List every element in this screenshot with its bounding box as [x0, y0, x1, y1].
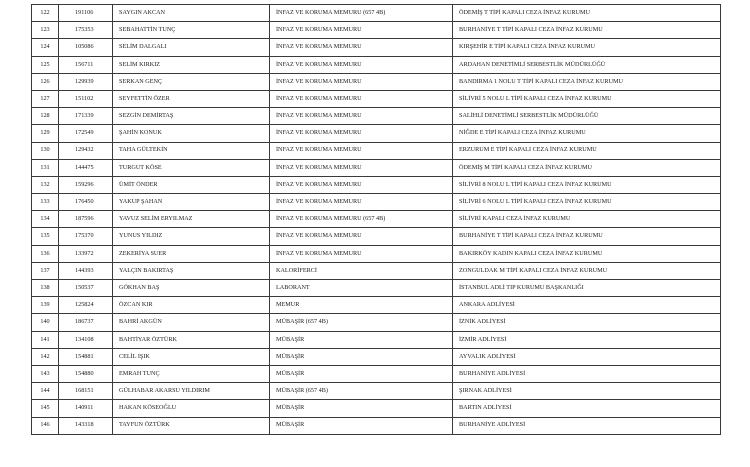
table-row [32, 125, 721, 142]
cell-assigned-unit: AYVALIK ADLİYESİ [453, 348, 721, 365]
cell-registry-number: 175353 [59, 22, 113, 39]
cell-job-title: İNFAZ VE KORUMA MEMURU (657 4B) [270, 5, 453, 22]
cell-job-title: MÜBAŞİR [270, 348, 453, 365]
cell-registry-number: 159296 [59, 176, 113, 193]
cell-job-title: İNFAZ VE KORUMA MEMURU [270, 22, 453, 39]
cell-assigned-unit: SİLİVRİ 5 NOLU L TİPİ KAPALI CEZA İNFAZ KURUMU [453, 90, 721, 107]
cell-row-number: 144 [32, 383, 59, 400]
cell-row-number: 132 [32, 176, 59, 193]
table-row [32, 331, 721, 348]
cell-job-title: İNFAZ VE KORUMA MEMURU [270, 108, 453, 125]
cell-row-number: 137 [32, 262, 59, 279]
cell-full-name: YAKUP ŞAHAN [113, 194, 270, 211]
table-row [32, 142, 721, 159]
cell-assigned-unit: BARTIN ADLİYESİ [453, 400, 721, 417]
cell-assigned-unit: BANDIRMA 1 NOLU T TİPİ KAPALI CEZA İNFAZ KURUMU [453, 73, 721, 90]
cell-full-name: EMRAH TUNÇ [113, 365, 270, 382]
cell-row-number: 123 [32, 22, 59, 39]
cell-job-title: MÜBAŞİR [270, 331, 453, 348]
cell-full-name: YUNUS YILDIZ [113, 228, 270, 245]
cell-job-title: MEMUR [270, 297, 453, 314]
cell-registry-number: 175370 [59, 228, 113, 245]
cell-job-title: İNFAZ VE KORUMA MEMURU [270, 159, 453, 176]
cell-row-number: 138 [32, 280, 59, 297]
cell-row-number: 143 [32, 365, 59, 382]
cell-row-number: 124 [32, 39, 59, 56]
table-row [32, 400, 721, 417]
cell-job-title: MÜBAŞİR [270, 417, 453, 434]
cell-row-number: 127 [32, 90, 59, 107]
cell-job-title: İNFAZ VE KORUMA MEMURU (657 4B) [270, 211, 453, 228]
cell-full-name: SEYFETTİN ÖZER [113, 90, 270, 107]
table-row [32, 194, 721, 211]
cell-registry-number: 144393 [59, 262, 113, 279]
cell-assigned-unit: İSTANBUL ADLİ TIP KURUMU BAŞKANLIĞI [453, 280, 721, 297]
cell-row-number: 130 [32, 142, 59, 159]
cell-full-name: SELİM DALGALI [113, 39, 270, 56]
cell-registry-number: 125824 [59, 297, 113, 314]
cell-job-title: İNFAZ VE KORUMA MEMURU [270, 73, 453, 90]
cell-registry-number: 154881 [59, 348, 113, 365]
cell-registry-number: 129939 [59, 73, 113, 90]
cell-job-title: İNFAZ VE KORUMA MEMURU [270, 245, 453, 262]
cell-full-name: SERKAN GENÇ [113, 73, 270, 90]
cell-job-title: İNFAZ VE KORUMA MEMURU [270, 194, 453, 211]
cell-registry-number: 154880 [59, 365, 113, 382]
cell-row-number: 141 [32, 331, 59, 348]
cell-row-number: 136 [32, 245, 59, 262]
cell-job-title: İNFAZ VE KORUMA MEMURU [270, 56, 453, 73]
cell-registry-number: 176450 [59, 194, 113, 211]
cell-registry-number: 191106 [59, 5, 113, 22]
cell-registry-number: 171339 [59, 108, 113, 125]
cell-full-name: HAKAN KÖSEOĞLU [113, 400, 270, 417]
table-row [32, 176, 721, 193]
cell-job-title: İNFAZ VE KORUMA MEMURU [270, 90, 453, 107]
cell-assigned-unit: SALİHLİ DENETİMLİ SERBESTLİK MÜDÜRLÜĞÜ [453, 108, 721, 125]
cell-assigned-unit: ERZURUM E TİPİ KAPALI CEZA İNFAZ KURUMU [453, 142, 721, 159]
cell-job-title: MÜBAŞİR [270, 400, 453, 417]
cell-row-number: 134 [32, 211, 59, 228]
cell-full-name: SEBAHATTİN TUNÇ [113, 22, 270, 39]
cell-job-title: KALORİFERCİ [270, 262, 453, 279]
table-row [32, 5, 721, 22]
cell-registry-number: 168151 [59, 383, 113, 400]
cell-full-name: YAVUZ SELİM ERYILMAZ [113, 211, 270, 228]
cell-registry-number: 105086 [59, 39, 113, 56]
table-row [32, 297, 721, 314]
cell-full-name: SEZGİN DEMİRTAŞ [113, 108, 270, 125]
cell-full-name: GÖKHAN BAŞ [113, 280, 270, 297]
cell-job-title: MÜBAŞİR (657 4B) [270, 314, 453, 331]
cell-row-number: 145 [32, 400, 59, 417]
cell-registry-number: 187596 [59, 211, 113, 228]
table-row [32, 108, 721, 125]
table-row [32, 228, 721, 245]
cell-job-title: İNFAZ VE KORUMA MEMURU [270, 39, 453, 56]
cell-registry-number: 143318 [59, 417, 113, 434]
cell-row-number: 125 [32, 56, 59, 73]
table-body [32, 5, 721, 435]
table-row [32, 56, 721, 73]
cell-full-name: BAHTİYAR ÖZTÜRK [113, 331, 270, 348]
cell-job-title: LABORANT [270, 280, 453, 297]
cell-assigned-unit: ŞIRNAK ADLİYESİ [453, 383, 721, 400]
cell-assigned-unit: SİLİVRİ 6 NOLU L TİPİ KAPALI CEZA İNFAZ KURUMU [453, 194, 721, 211]
personnel-table [31, 4, 721, 435]
cell-row-number: 133 [32, 194, 59, 211]
table-row [32, 262, 721, 279]
table-row [32, 245, 721, 262]
table-row [32, 211, 721, 228]
cell-full-name: BAHRİ AKGÜN [113, 314, 270, 331]
cell-registry-number: 134108 [59, 331, 113, 348]
cell-full-name: SAYGIN AKCAN [113, 5, 270, 22]
cell-registry-number: 129432 [59, 142, 113, 159]
cell-job-title: İNFAZ VE KORUMA MEMURU [270, 142, 453, 159]
cell-job-title: MÜBAŞİR (657 4B) [270, 383, 453, 400]
cell-assigned-unit: NİĞDE E TİPİ KAPALI CEZA İNFAZ KURUMU [453, 125, 721, 142]
cell-assigned-unit: BURHANİYE ADLİYESİ [453, 365, 721, 382]
cell-assigned-unit: ZONGULDAK M TİPİ KAPALI CEZA İNFAZ KURUMU [453, 262, 721, 279]
cell-registry-number: 144475 [59, 159, 113, 176]
table-row [32, 417, 721, 434]
cell-registry-number: 172549 [59, 125, 113, 142]
cell-assigned-unit: ÖDEMİŞ M TİPİ KAPALI CEZA İNFAZ KURUMU [453, 159, 721, 176]
cell-full-name: ÜMİT ÖNDER [113, 176, 270, 193]
cell-full-name: YALÇIN BAKIRTAŞ [113, 262, 270, 279]
cell-row-number: 139 [32, 297, 59, 314]
cell-assigned-unit: İZMİR ADLİYESİ [453, 331, 721, 348]
cell-registry-number: 133972 [59, 245, 113, 262]
cell-row-number: 131 [32, 159, 59, 176]
cell-job-title: İNFAZ VE KORUMA MEMURU [270, 125, 453, 142]
cell-row-number: 122 [32, 5, 59, 22]
cell-assigned-unit: BURHANİYE ADLİYESİ [453, 417, 721, 434]
cell-row-number: 128 [32, 108, 59, 125]
table-row [32, 90, 721, 107]
cell-assigned-unit: ÖDEMİŞ T TİPİ KAPALI CEZA İNFAZ KURUMU [453, 5, 721, 22]
cell-assigned-unit: KIRŞEHİR E TİPİ KAPALI CEZA İNFAZ KURUMU [453, 39, 721, 56]
cell-registry-number: 151102 [59, 90, 113, 107]
table-row [32, 314, 721, 331]
cell-job-title: MÜBAŞİR [270, 365, 453, 382]
table-row [32, 22, 721, 39]
cell-assigned-unit: BURHANİYE T TİPİ KAPALI CEZA İNFAZ KURUMU [453, 22, 721, 39]
table-row [32, 383, 721, 400]
cell-assigned-unit: BURHANİYE T TİPİ KAPALI CEZA İNFAZ KURUMU [453, 228, 721, 245]
cell-registry-number: 186737 [59, 314, 113, 331]
table-row [32, 365, 721, 382]
cell-assigned-unit: ARDAHAN DENETİMLİ SERBESTLİK MÜDÜRLÜĞÜ [453, 56, 721, 73]
cell-full-name: TURGUT KÖSE [113, 159, 270, 176]
cell-full-name: CELİL IŞIK [113, 348, 270, 365]
table-row [32, 348, 721, 365]
cell-row-number: 142 [32, 348, 59, 365]
cell-assigned-unit: SİLİVRİ KAPALI CEZA İNFAZ KURUMU [453, 211, 721, 228]
table-row [32, 280, 721, 297]
table-row [32, 159, 721, 176]
cell-registry-number: 150537 [59, 280, 113, 297]
cell-assigned-unit: İZNİK ADLİYESİ [453, 314, 721, 331]
cell-row-number: 140 [32, 314, 59, 331]
cell-full-name: ZEKERİYA SUER [113, 245, 270, 262]
table-row [32, 39, 721, 56]
cell-row-number: 129 [32, 125, 59, 142]
cell-registry-number: 140911 [59, 400, 113, 417]
cell-full-name: SELİM KIRKIZ [113, 56, 270, 73]
cell-full-name: TAHA GÜLTEKİN [113, 142, 270, 159]
cell-registry-number: 156711 [59, 56, 113, 73]
cell-full-name: ÖZCAN KIR [113, 297, 270, 314]
cell-full-name: TAYFUN ÖZTÜRK [113, 417, 270, 434]
cell-row-number: 135 [32, 228, 59, 245]
cell-assigned-unit: SİLİVRİ 8 NOLU L TİPİ KAPALI CEZA İNFAZ KURUMU [453, 176, 721, 193]
cell-assigned-unit: BAKIRKÖY KADIN KAPALI CEZA İNFAZ KURUMU [453, 245, 721, 262]
cell-job-title: İNFAZ VE KORUMA MEMURU [270, 228, 453, 245]
cell-full-name: GÜLHABAR AKARSU YILDIRIM [113, 383, 270, 400]
cell-row-number: 146 [32, 417, 59, 434]
cell-row-number: 126 [32, 73, 59, 90]
cell-assigned-unit: ANKARA ADLİYESİ [453, 297, 721, 314]
cell-full-name: ŞAHİN KONUK [113, 125, 270, 142]
table-row [32, 73, 721, 90]
cell-job-title: İNFAZ VE KORUMA MEMURU [270, 176, 453, 193]
